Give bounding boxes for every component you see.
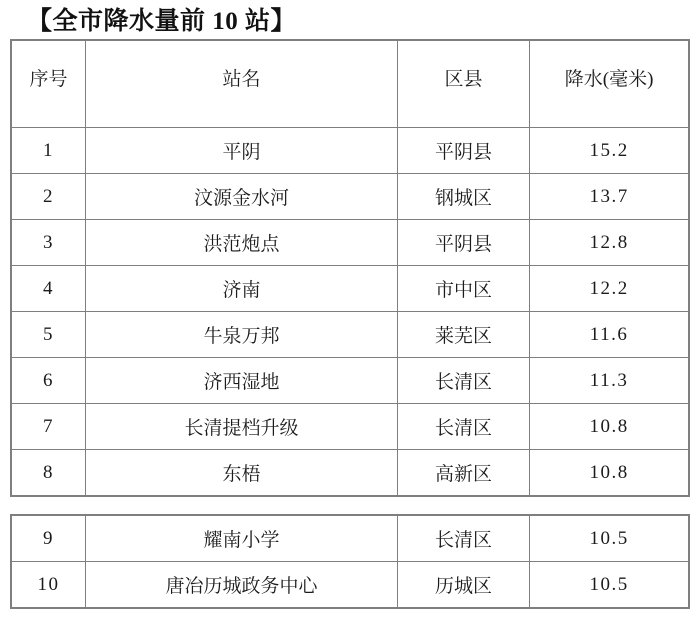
cell-rank: 6 <box>11 358 86 404</box>
table-row <box>11 404 689 450</box>
table-row <box>11 266 689 312</box>
table-row <box>11 515 689 562</box>
cell-district: 市中区 <box>397 266 529 312</box>
page-title: 【全市降水量前 10 站】 <box>27 8 297 35</box>
cell-station: 耀南小学 <box>86 515 398 562</box>
col-header-station: 站名 <box>86 40 398 128</box>
table-row <box>11 174 689 220</box>
cell-rank: 3 <box>11 220 86 266</box>
col-header-precip: 降水(毫米) <box>530 40 689 128</box>
cell-precip: 12.2 <box>530 266 689 312</box>
cell-station: 洪范炮点 <box>86 220 398 266</box>
table-row <box>11 358 689 404</box>
cell-district: 钢城区 <box>397 174 529 220</box>
cell-district: 高新区 <box>397 450 529 497</box>
col-header-no: 序号 <box>11 40 86 128</box>
cell-rank: 5 <box>11 312 86 358</box>
cell-rank: 2 <box>11 174 86 220</box>
header-row <box>11 40 689 128</box>
cell-district: 长清区 <box>397 404 529 450</box>
cell-station: 东梧 <box>86 450 398 497</box>
cell-precip: 11.3 <box>530 358 689 404</box>
cell-rank: 1 <box>11 128 86 174</box>
cell-precip: 13.7 <box>530 174 689 220</box>
table-row <box>11 128 689 174</box>
cell-precip: 10.5 <box>530 562 689 609</box>
cell-station: 汶源金水河 <box>86 174 398 220</box>
cell-district: 历城区 <box>397 562 529 609</box>
rainfall-table-bottom <box>10 514 690 609</box>
cell-station: 长清提档升级 <box>86 404 398 450</box>
cell-rank: 10 <box>11 562 86 609</box>
cell-rank: 7 <box>11 404 86 450</box>
cell-rank: 9 <box>11 515 86 562</box>
table-row <box>11 220 689 266</box>
cell-rank: 8 <box>11 450 86 497</box>
cell-precip: 15.2 <box>530 128 689 174</box>
cell-district: 长清区 <box>397 515 529 562</box>
cell-district: 长清区 <box>397 358 529 404</box>
table-row <box>11 450 689 497</box>
rainfall-table-top <box>10 39 690 497</box>
cell-precip: 10.8 <box>530 450 689 497</box>
cell-district: 莱芜区 <box>397 312 529 358</box>
cell-station: 唐冶历城政务中心 <box>86 562 398 609</box>
table-row <box>11 562 689 609</box>
cell-district: 平阴县 <box>397 128 529 174</box>
cell-station: 牛泉万邦 <box>86 312 398 358</box>
cell-station: 济西湿地 <box>86 358 398 404</box>
cell-station: 济南 <box>86 266 398 312</box>
cell-precip: 10.5 <box>530 515 689 562</box>
cell-precip: 10.8 <box>530 404 689 450</box>
cell-precip: 11.6 <box>530 312 689 358</box>
cell-district: 平阴县 <box>397 220 529 266</box>
cell-rank: 4 <box>11 266 86 312</box>
col-header-district: 区县 <box>397 40 529 128</box>
cell-precip: 12.8 <box>530 220 689 266</box>
cell-station: 平阴 <box>86 128 398 174</box>
table-row <box>11 312 689 358</box>
